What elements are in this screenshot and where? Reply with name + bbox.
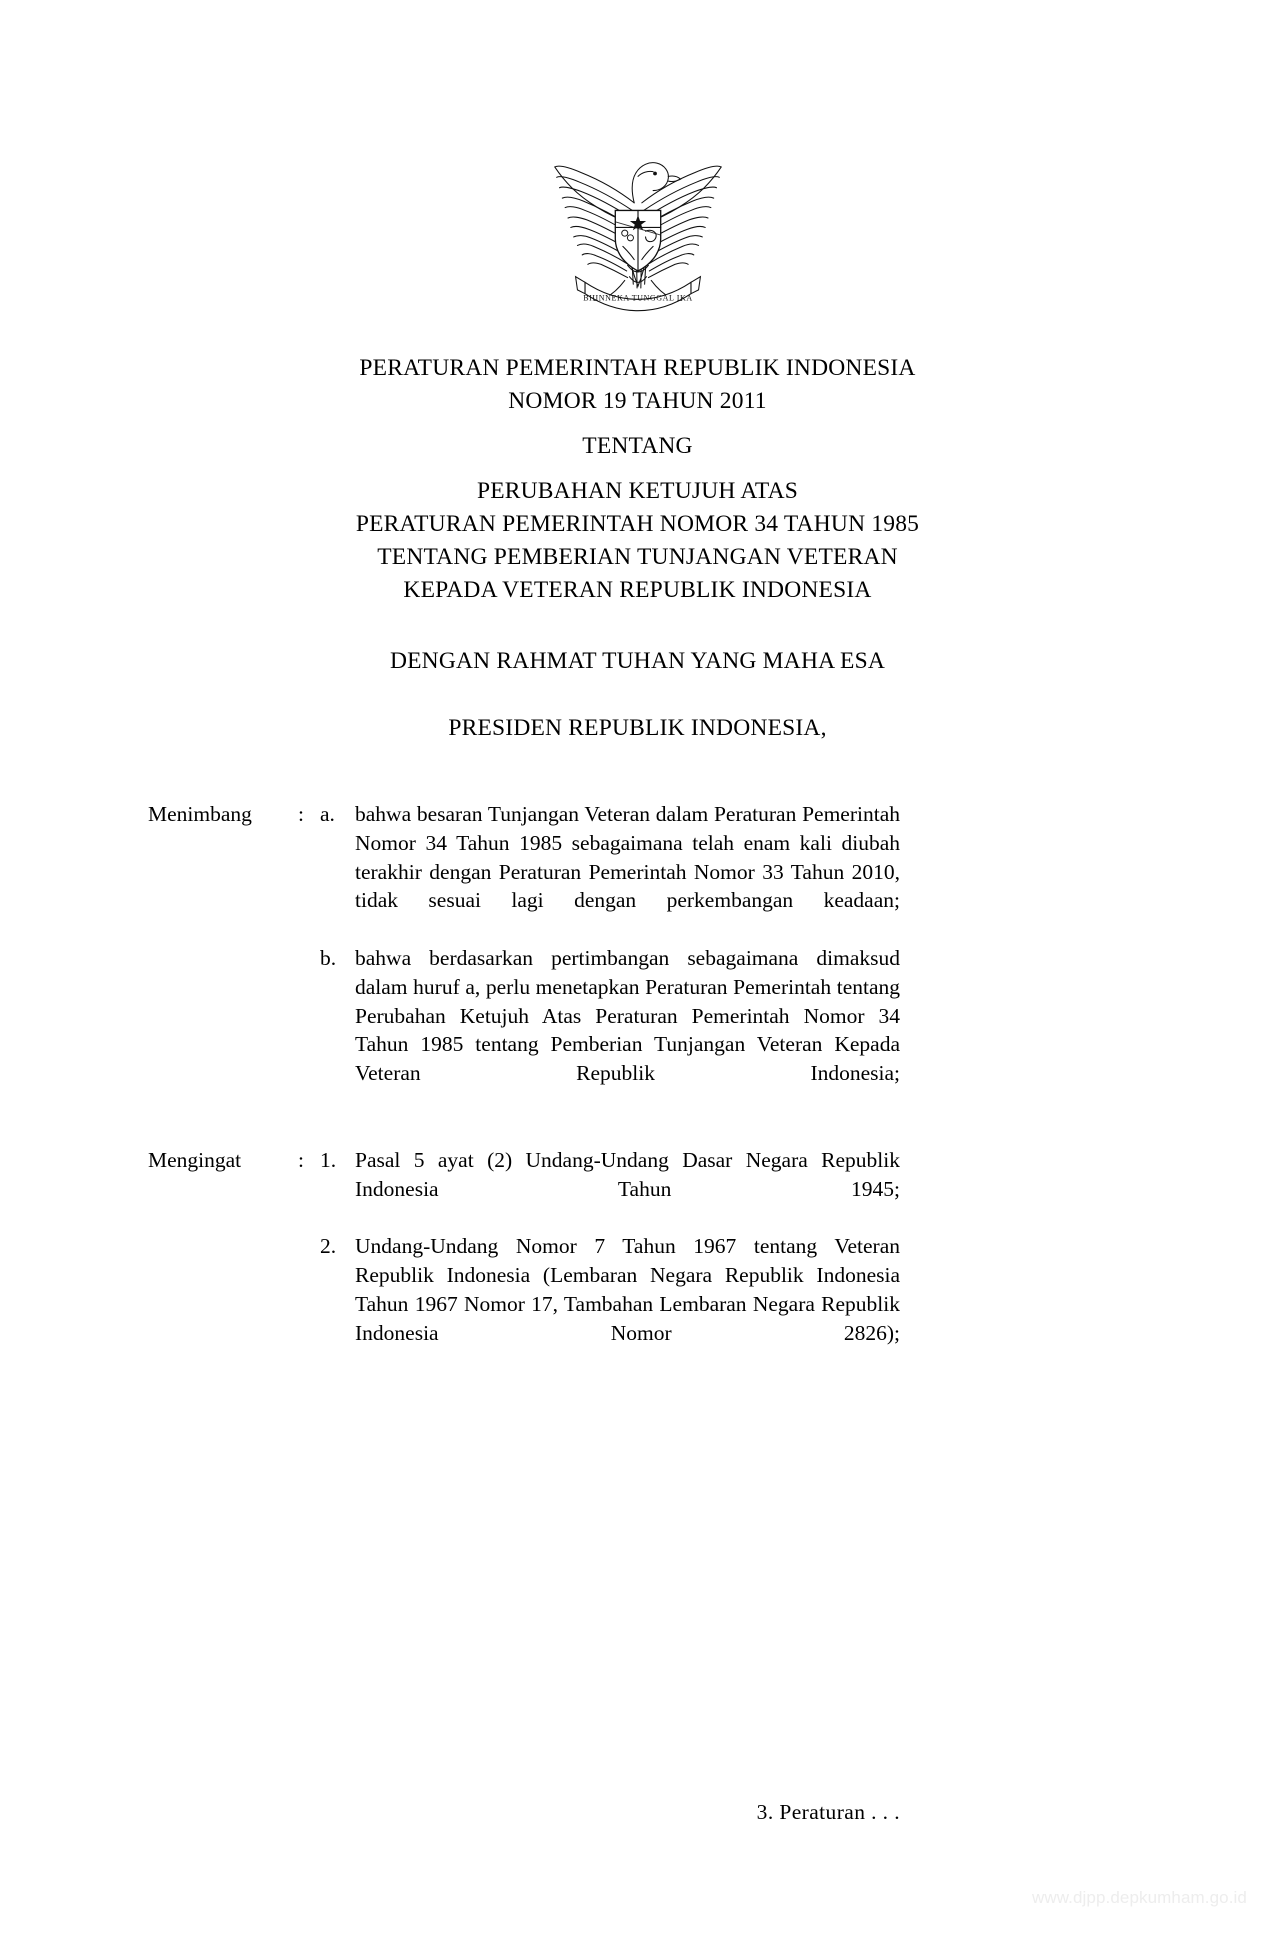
list-marker: a. (320, 802, 335, 826)
regulation-number: NOMOR 19 TAHUN 2011 (508, 388, 767, 414)
spacer (0, 463, 1275, 475)
spacer (0, 418, 1275, 430)
subject-line-2: PERATURAN PEMERINTAH NOMOR 34 TAHUN 1985 (355, 511, 920, 537)
emblem-motto-text: BHINNEKA TUNGGAL IKA (582, 293, 693, 303)
legal-basis-item-1 (148, 1146, 900, 1232)
legal-basis-colon: : (298, 1147, 304, 1172)
legal-basis-label: Mengingat (148, 1147, 242, 1172)
list-marker: 2. (320, 1234, 337, 1259)
page-title: PERATURAN PEMERINTAH REPUBLIK INDONESIA (359, 355, 916, 381)
site-watermark: www.djpp.depkumham.go.id (1031, 1888, 1247, 1907)
legal-basis-item-2 (148, 1232, 900, 1376)
list-marker: b. (320, 945, 337, 970)
legal-basis-text-1: Pasal 5 ayat (2) Undang-Undang Dasar Negara Republik Indonesia Tahun 1945; (355, 1147, 900, 1201)
garuda-emblem-container (0, 148, 1275, 323)
considerations-text-a: bahwa besaran Tunjangan Veteran dalam Peraturan Pemerintah Nomor 34 Tahun 1985 sebagaimana telah enam kali diubah terakhir dengan Peraturan Pemerintah Nomor 33 Tahun 2010, tidak sesuai lagi dengan perkembangan keadaan; (355, 802, 900, 913)
considerations-item-b (148, 944, 900, 1117)
subject-line-4: KEPADA VETERAN REPUBLIK INDONESIA (403, 577, 872, 603)
subject-line-1: PERUBAHAN KETUJUH ATAS (476, 478, 799, 504)
considerations-colon: : (298, 802, 304, 826)
section-spacer (148, 1117, 900, 1146)
garuda-pancasila-icon (543, 148, 733, 323)
considerations-text-b: bahwa berdasarkan pertimbangan sebagaimana dimaksud dalam huruf a, perlu menetapkan Peraturan Pemerintah tentang Perubahan Ketujuh Atas Peraturan Pemerintah Nomor 34 Tahun 1985 tentang Pemberian Tunjangan Veteran Kepada Veteran Republik Indonesia; (355, 945, 900, 1086)
document-body (148, 800, 900, 1376)
legal-basis-text-2: Undang-Undang Nomor 7 Tahun 1967 tentang Veteran Republik Indonesia (Lembaran Negara Republik Indonesia Tahun 1967 Nomor 17, Tambahan Lembaran Negara Republik Indonesia Nomor 2826); (355, 1234, 900, 1345)
considerations-label: Menimbang (148, 802, 252, 826)
blessing-line: DENGAN RAHMAT TUHAN YANG MAHA ESA (389, 648, 886, 674)
considerations-item-a (148, 800, 900, 944)
tentang-heading: TENTANG (582, 433, 693, 459)
page-catchword: 3. Peraturan . . . (756, 1800, 900, 1824)
president-line: PRESIDEN REPUBLIK INDONESIA, (448, 715, 827, 741)
document-title-block (0, 352, 1275, 607)
subject-line-3: TENTANG PEMBERIAN TUNJANGAN VETERAN (377, 544, 898, 570)
list-marker: 1. (320, 1147, 337, 1172)
